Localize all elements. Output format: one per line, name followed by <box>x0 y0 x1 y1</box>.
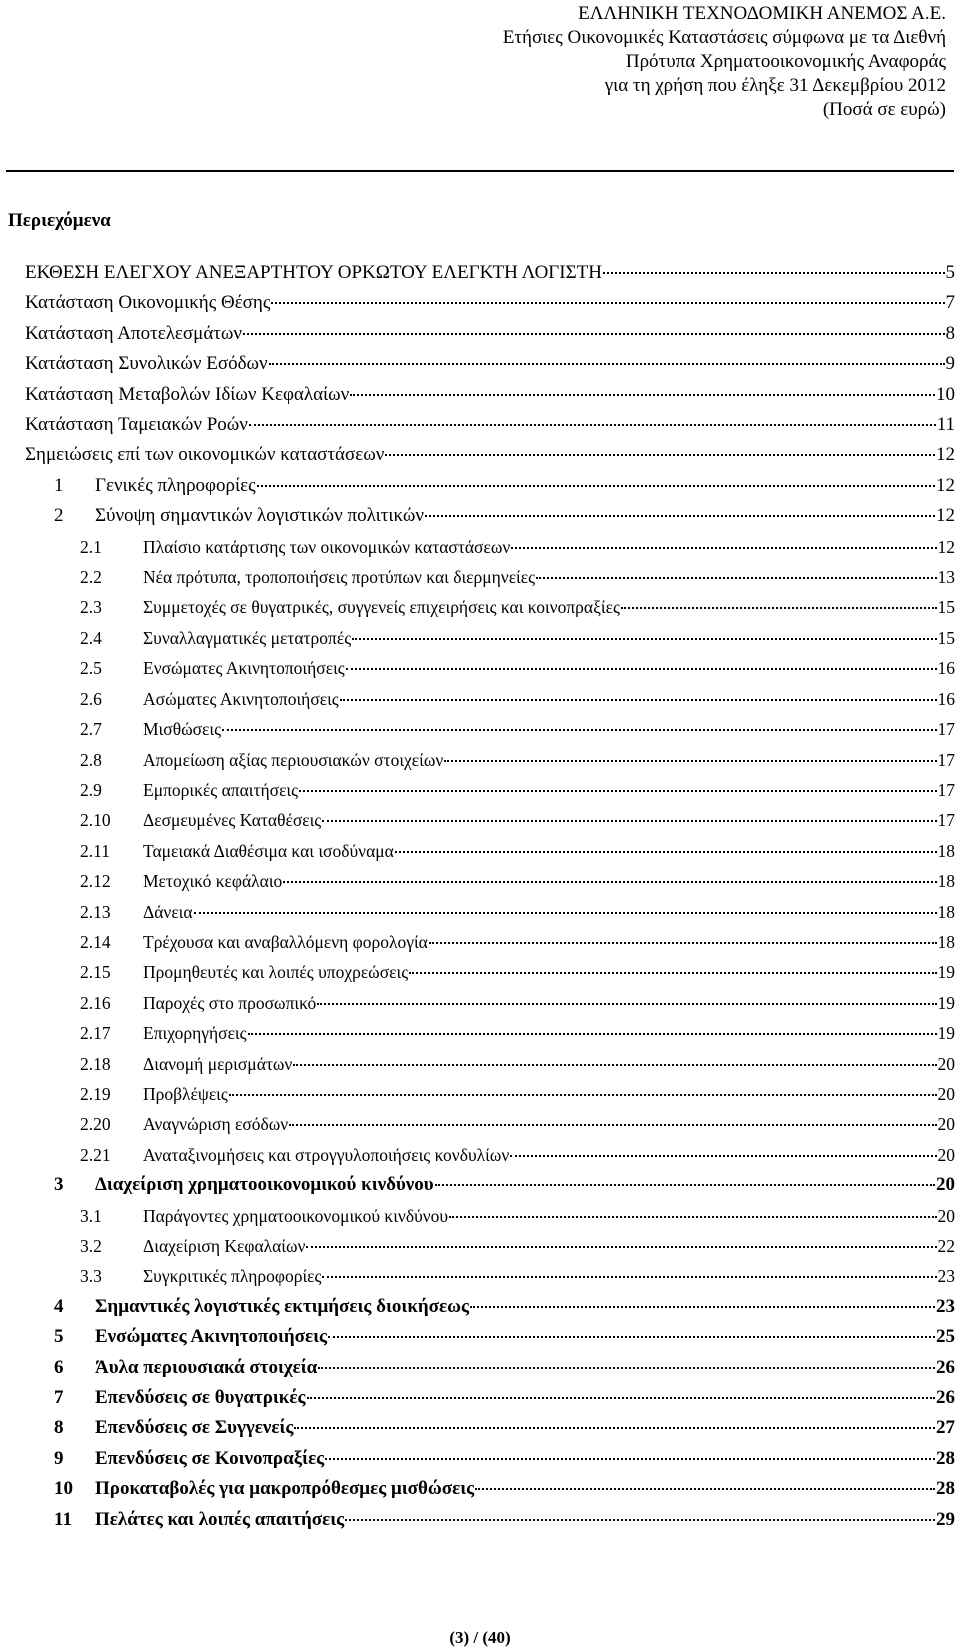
toc-entry[interactable] <box>8 1079 955 1109</box>
dot-leader <box>306 1246 936 1248</box>
toc-entry-page: 12 <box>936 505 955 527</box>
toc-entry-label: Τρέχουσα και αναβαλλόμενη φορολογία <box>143 931 428 952</box>
dot-leader <box>294 1427 935 1429</box>
toc-entry-label: ΕΚΘΕΣΗ ΕΛΕΓΧΟΥ ΑΝΕΞΑΡΤΗΤΟΥ ΟΡΚΩΤΟΥ ΕΛΕΓΚΤΗ ΛΟΓΙΣΤΗ <box>25 262 602 283</box>
toc-entry-page: 19 <box>937 1023 955 1044</box>
toc-entry[interactable] <box>8 805 955 835</box>
toc-entry[interactable] <box>8 927 955 957</box>
toc-entry-number: 4 <box>54 1295 64 1317</box>
toc-entry-label: Παροχές στο προσωπικό <box>143 992 317 1013</box>
toc-entry[interactable] <box>8 775 955 805</box>
toc-entry-label: Σημειώσεις επί των οικονομικών καταστάσεων <box>25 444 385 466</box>
toc-entry-number: 10 <box>54 1478 73 1500</box>
header-currency: (Ποσά σε ευρώ) <box>822 99 946 120</box>
toc-entry-number: 5 <box>54 1326 64 1348</box>
toc-entry[interactable] <box>8 380 955 410</box>
toc-entry[interactable] <box>8 1018 955 1048</box>
toc-entry-label: Επενδύσεις σε Συγγενείς <box>95 1417 294 1439</box>
toc-entry-page: 15 <box>937 597 955 618</box>
toc-entry-number: 2.6 <box>80 688 102 709</box>
toc-entry-page: 17 <box>937 779 955 800</box>
dot-leader <box>346 668 937 670</box>
toc-entry-page: 20 <box>937 1205 955 1226</box>
toc-entry[interactable] <box>8 592 955 622</box>
toc-entry-label: Επενδύσεις σε θυγατρικές <box>95 1387 306 1409</box>
toc-entry-label: Κατάσταση Ταμειακών Ροών <box>25 414 248 436</box>
toc-entry-label: Δάνεια <box>143 901 193 922</box>
dot-leader <box>470 1306 935 1308</box>
toc-entry-label: Επιχορηγήσεις <box>143 1023 247 1044</box>
toc-entry[interactable] <box>8 623 955 653</box>
toc-entry[interactable] <box>8 1109 955 1139</box>
dot-leader <box>510 1155 936 1157</box>
dot-leader <box>257 485 935 487</box>
dot-leader <box>283 881 936 883</box>
dot-leader <box>269 363 945 365</box>
dot-leader <box>395 851 937 853</box>
toc-entry-page: 19 <box>937 962 955 983</box>
toc-entry-label: Κατάσταση Συνολικών Εσόδων <box>25 353 268 375</box>
toc-entry[interactable] <box>8 1049 955 1079</box>
dot-leader <box>435 1184 935 1186</box>
toc-entry-number: 7 <box>54 1387 64 1409</box>
toc-entry[interactable] <box>8 562 955 592</box>
toc-entry-page: 17 <box>937 719 955 740</box>
header-subtitle-1: Ετήσιες Οικονομικές Καταστάσεις σύμφωνα με τα Διεθνή <box>502 27 946 48</box>
toc-entry-page: 12 <box>937 536 955 557</box>
toc-entry[interactable] <box>8 1444 955 1474</box>
toc-entry-label: Αναγνώριση εσόδων <box>143 1114 289 1135</box>
toc-entry-label: Άυλα περιουσιακά στοιχεία <box>95 1356 318 1378</box>
toc-entry-number: 2.16 <box>80 992 111 1013</box>
header-company: ΕΛΛΗΝΙΚΗ ΤΕΧΝΟΔΟΜΙΚΗ ΑΝΕΜΟΣ Α.Ε. <box>578 3 946 24</box>
toc-entry[interactable] <box>8 1140 955 1170</box>
toc-entry-page: 23 <box>936 1295 955 1317</box>
toc-entry-page: 29 <box>936 1508 955 1530</box>
toc-entry-label: Προμηθευτές και λοιπές υποχρεώσεις <box>143 962 409 983</box>
toc-entry[interactable] <box>8 1231 955 1261</box>
toc-entry-number: 2.9 <box>80 779 102 800</box>
toc-entry-page: 13 <box>937 567 955 588</box>
toc-entry-page: 12 <box>936 444 955 466</box>
toc-entry-number: 2.14 <box>80 931 111 952</box>
toc-entry-label: Συγκριτικές πληροφορίες <box>143 1266 322 1287</box>
toc-entry-page: 11 <box>936 414 955 436</box>
toc-entry-label: Προκαταβολές για μακροπρόθεσμες μισθώσεις <box>95 1478 475 1500</box>
dot-leader <box>449 1216 936 1218</box>
toc-entry[interactable] <box>8 866 955 896</box>
toc-entry-label: Σύνοψη σημαντικών λογιστικών πολιτικών <box>95 505 424 527</box>
dot-leader <box>409 972 936 974</box>
dot-leader <box>317 1003 936 1005</box>
dot-leader <box>325 1458 935 1460</box>
toc-entry-page: 20 <box>937 1114 955 1135</box>
toc-entry-page: 23 <box>937 1266 955 1287</box>
toc-entry-number: 3.2 <box>80 1236 102 1256</box>
toc-entry-label: Ενσώματες Ακινητοποιήσεις <box>143 658 345 679</box>
dot-leader <box>350 394 935 396</box>
toc-entry[interactable] <box>8 745 955 775</box>
toc-entry[interactable] <box>8 1413 955 1443</box>
toc-entry-label: Εμπορικές απαιτήσεις <box>143 779 299 800</box>
toc-entry[interactable] <box>8 440 955 470</box>
toc-entry-number: 2.1 <box>80 536 102 557</box>
document-header <box>503 2 946 122</box>
toc-entry[interactable] <box>8 1261 955 1291</box>
toc-entry-label: Ενσώματες Ακινητοποιήσεις <box>95 1326 327 1348</box>
toc-entry[interactable] <box>8 957 955 987</box>
toc-entry[interactable] <box>8 349 955 379</box>
toc-entry-number: 2.3 <box>80 597 102 618</box>
dot-leader <box>536 577 936 579</box>
toc-entry[interactable] <box>8 471 955 501</box>
toc-entry-label: Διαχείριση χρηματοοικονομικού κινδύνου <box>95 1174 434 1196</box>
toc-entry-page: 8 <box>945 322 955 344</box>
toc-entry-number: 3.3 <box>80 1266 102 1287</box>
dot-leader <box>249 424 936 426</box>
toc-entry-page: 9 <box>945 353 955 375</box>
toc-entry-label: Προβλέψεις <box>143 1083 228 1104</box>
toc-entry[interactable] <box>8 501 955 531</box>
page-number: (3) / (40) <box>449 1628 511 1647</box>
toc-entry-number: 3 <box>54 1174 64 1196</box>
toc-entry-label: Κατάσταση Οικονομικής Θέσης <box>25 292 271 314</box>
toc-entry-number: 2.12 <box>80 871 111 892</box>
toc-entry-number: 2.8 <box>80 749 102 770</box>
toc-entry-number: 2.20 <box>80 1114 111 1135</box>
toc-entry-label: Κατάσταση Αποτελεσμάτων <box>25 322 243 344</box>
header-subtitle-2: Πρότυπα Χρηματοοικονομικής Αναφοράς <box>625 51 946 72</box>
toc-entry-label: Μισθώσεις <box>143 719 222 740</box>
toc-entry[interactable] <box>8 1505 955 1535</box>
dot-leader <box>429 942 937 944</box>
toc-entry-page: 22 <box>937 1236 955 1256</box>
toc-entry-page: 12 <box>936 474 955 496</box>
dot-leader <box>307 1397 936 1399</box>
toc-entry-page: 25 <box>936 1326 955 1348</box>
toc-entry-page: 27 <box>936 1417 955 1439</box>
toc-entry-page: 10 <box>936 383 955 405</box>
toc-entry-number: 2.19 <box>80 1083 111 1104</box>
toc-entry-page: 7 <box>945 292 955 314</box>
toc-entry[interactable] <box>8 1383 955 1413</box>
dot-leader <box>345 1519 935 1521</box>
dot-leader <box>229 1094 937 1096</box>
toc-entry-page: 20 <box>937 1144 955 1165</box>
toc-entry[interactable] <box>8 988 955 1018</box>
toc-entry-number: 2.5 <box>80 658 102 679</box>
header-period: για τη χρήση που έληξε 31 Δεκεμβρίου 2012 <box>604 75 946 96</box>
dot-leader <box>243 333 944 335</box>
toc-entry-label: Επενδύσεις σε Κοινοπραξίες <box>95 1447 325 1469</box>
toc-entry-number: 2.18 <box>80 1053 111 1074</box>
toc-entry[interactable] <box>8 1353 955 1383</box>
toc-entry-page: 28 <box>936 1447 955 1469</box>
toc-entry[interactable] <box>8 288 955 318</box>
toc-entry-label: Γενικές πληροφορίες <box>95 474 256 496</box>
toc-entry-page: 18 <box>937 931 955 952</box>
toc-entry-number: 2.17 <box>80 1023 111 1044</box>
toc-entry-page: 16 <box>937 658 955 679</box>
dot-leader <box>621 607 937 609</box>
toc-entry-page: 18 <box>937 871 955 892</box>
toc-entry[interactable] <box>8 1201 955 1231</box>
toc-entry[interactable] <box>8 1322 955 1352</box>
dot-leader <box>322 820 936 822</box>
toc-entry-page: 20 <box>937 1053 955 1074</box>
toc-entry-label: Δεσμευμένες Καταθέσεις <box>143 810 322 831</box>
toc-entry-number: 11 <box>54 1508 72 1530</box>
toc-entry-label: Πλαίσιο κατάρτισης των οικονομικών καταστάσεων <box>143 536 511 557</box>
toc-entry-label: Διαχείριση Κεφαλαίων <box>143 1236 306 1256</box>
dot-leader <box>425 515 935 517</box>
dot-leader <box>293 1064 936 1066</box>
dot-leader <box>475 1488 935 1490</box>
toc-entry[interactable] <box>8 1292 955 1322</box>
toc-entry-label: Ασώματες Ακινητοποιήσεις <box>143 688 339 709</box>
toc-entry[interactable] <box>8 897 955 927</box>
toc-entry-page: 20 <box>936 1174 955 1196</box>
toc-entry-label: Νέα πρότυπα, τροποποιήσεις προτύπων και διερμηνείες <box>143 567 536 588</box>
dot-leader <box>318 1367 935 1369</box>
header-divider <box>6 170 954 172</box>
dot-leader <box>322 1276 936 1278</box>
dot-leader <box>603 272 945 274</box>
toc-entry-number: 2.21 <box>80 1144 111 1165</box>
toc-entry-page: 18 <box>937 840 955 861</box>
toc-title: Περιεχόμενα <box>8 210 111 231</box>
toc-entry-number: 2.2 <box>80 567 102 588</box>
toc-entry[interactable] <box>8 836 955 866</box>
toc-entry-page: 17 <box>937 810 955 831</box>
toc-entry-number: 2.4 <box>80 627 102 648</box>
dot-leader <box>352 638 936 640</box>
toc-entry-page: 17 <box>937 749 955 770</box>
dot-leader <box>511 547 936 549</box>
toc-entry[interactable] <box>8 410 955 440</box>
toc-entry[interactable] <box>8 1170 955 1200</box>
toc-entry[interactable] <box>8 319 955 349</box>
toc-entry-label: Σημαντικές λογιστικές εκτιμήσεις διοικήσεως <box>95 1295 470 1317</box>
toc-entry[interactable] <box>8 1474 955 1504</box>
toc-entry-page: 19 <box>937 992 955 1013</box>
dot-leader <box>385 454 935 456</box>
dot-leader <box>444 760 936 762</box>
toc-entry-label: Συμμετοχές σε θυγατρικές, συγγενείς επιχειρήσεις και κοινοπραξίες <box>143 597 620 618</box>
toc-entry-number: 2.7 <box>80 719 102 740</box>
toc-entry-number: 6 <box>54 1356 64 1378</box>
toc-entry-label: Πελάτες και λοιπές απαιτήσεις <box>95 1508 345 1530</box>
dot-leader <box>289 1124 936 1126</box>
toc-entry-number: 2 <box>54 505 64 527</box>
toc-entry-label: Κατάσταση Μεταβολών Ιδίων Κεφαλαίων <box>25 383 350 405</box>
toc-entry-number: 2.13 <box>80 901 111 922</box>
toc-entry-page: 26 <box>936 1387 955 1409</box>
toc-entry-page: 18 <box>937 901 955 922</box>
dot-leader <box>222 729 936 731</box>
toc-entry-label: Παράγοντες χρηματοοικονομικού κινδύνου <box>143 1205 449 1226</box>
toc-entry-label: Απομείωση αξίας περιουσιακών στοιχείων <box>143 749 444 770</box>
toc-entry-label: Ταμειακά Διαθέσιμα και ισοδύναμα <box>143 840 394 861</box>
toc-entry-label: Μετοχικό κεφάλαιο <box>143 871 283 892</box>
toc-entry-page: 28 <box>936 1478 955 1500</box>
toc-entry[interactable] <box>8 653 955 683</box>
toc-entry-number: 8 <box>54 1417 64 1439</box>
toc-entry[interactable] <box>8 714 955 744</box>
toc-entry-number: 2.11 <box>80 840 110 861</box>
toc-entry[interactable] <box>8 258 955 288</box>
toc-entry-label: Διανομή μερισμάτων <box>143 1053 293 1074</box>
toc-entry-label: Αναταξινομήσεις και στρογγυλοποιήσεις κονδυλίων <box>143 1144 510 1165</box>
toc-entry-label: Συναλλαγματικές μετατροπές <box>143 627 352 648</box>
dot-leader <box>328 1336 935 1338</box>
toc-entry-number: 3.1 <box>80 1205 102 1226</box>
dot-leader <box>194 912 937 914</box>
toc-entry-number: 2.15 <box>80 962 111 983</box>
dot-leader <box>340 699 937 701</box>
toc-entry-page: 16 <box>937 688 955 709</box>
toc-entry[interactable] <box>8 684 955 714</box>
dot-leader <box>299 790 936 792</box>
toc-entry-number: 1 <box>54 474 64 496</box>
toc-entry-number: 2.10 <box>80 810 111 831</box>
toc-entry-page: 20 <box>937 1083 955 1104</box>
dot-leader <box>248 1033 937 1035</box>
toc-entry[interactable] <box>8 532 955 562</box>
toc-entry-page: 5 <box>945 262 955 283</box>
table-of-contents <box>8 258 955 1535</box>
toc-entry-page: 15 <box>937 627 955 648</box>
toc-entry-page: 26 <box>936 1356 955 1378</box>
dot-leader <box>271 302 944 304</box>
toc-entry-number: 9 <box>54 1447 64 1469</box>
